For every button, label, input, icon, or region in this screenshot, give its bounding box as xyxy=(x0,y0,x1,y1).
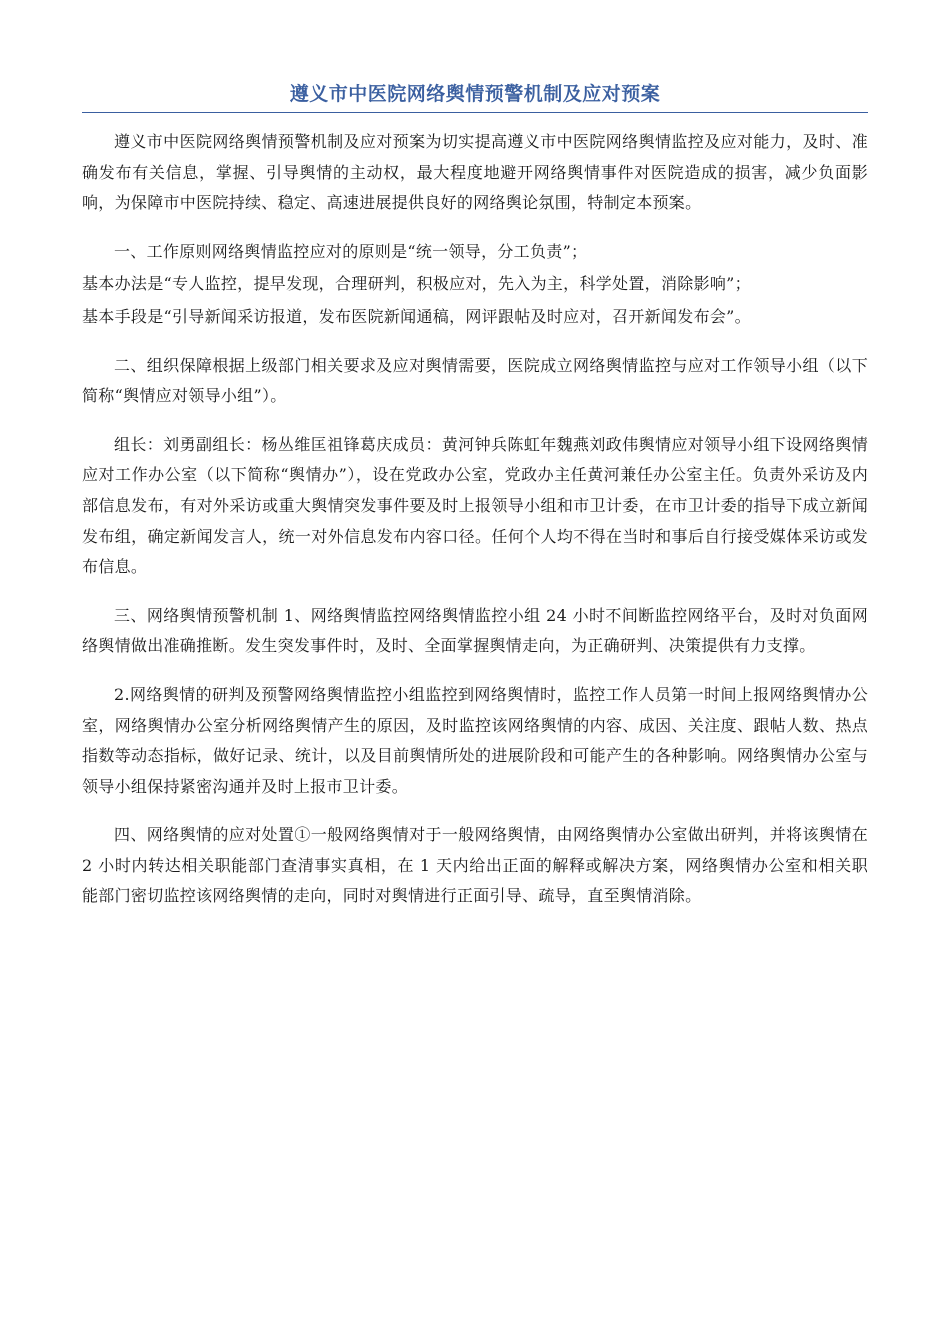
section-4-response: 四、网络舆情的应对处置①一般网络舆情对于一般网络舆情，由网络舆情办公室做出研判，并将该舆情在 2 小时内转达相关职能部门查清事实真相，在 1 天内给出正面的解释或解决方案，网络舆情办公室和相关职能部门密切监控该网络舆情的走向，同时对舆情进行正面引导、疏导，直至舆情消除。 xyxy=(82,825,868,906)
document-title: 遵义市中医院网络舆情预警机制及应对预案 xyxy=(289,83,661,105)
section-3-analysis: 2.网络舆情的研判及预警网络舆情监控小组监控到网络舆情时，监控工作人员第一时间上报网络舆情办公室，网络舆情办公室分析网络舆情产生的原因，及时监控该网络舆情的内容、成因、关注度、跟帖人数、热点指数等动态指标，做好记录、统计，以及目前舆情所处的进展阶段和可能产生的各种影响。网络舆情办公室与领导小组保持紧密沟通并及时上报市卫计委。 xyxy=(82,684,868,796)
section-1-means: 基本手段是“引导新闻采访报道，发布医院新闻通稿，网评跟帖及时应对，召开新闻发布会”。 xyxy=(82,306,751,326)
title-underline xyxy=(82,112,868,113)
section-2-members: 组长：刘勇副组长：杨丛维匡祖锋葛庆成员：黄河钟兵陈虹年魏燕刘政伟舆情应对领导小组下设网络舆情应对工作办公室（以下简称“舆情办”），设在党政办公室，党政办主任黄河兼任办公室主任。负责外采访及内部信息发布，有对外采访或重大舆情突发事件要及时上报领导小组和市卫计委，在市卫计委的指导下成立新闻发布组，确定新闻发言人，统一对外信息发布内容口径。任何个人均不得在当时和事后自行接受媒体采访或发布信息。 xyxy=(82,434,868,577)
section-2-organization: 二、组织保障根据上级部门相关要求及应对舆情需要，医院成立网络舆情监控与应对工作领导小组（以下简称“舆情应对领导小组”）。 xyxy=(82,355,868,406)
section-3-monitoring: 三、网络舆情预警机制 1、网络舆情监控网络舆情监控小组 24 小时不间断监控网络平台，及时对负面网络舆情做出准确推断。发生突发事件时，及时、全面掌握舆情走向，为正确研判、决策提供有力支撑。 xyxy=(82,605,868,656)
intro-paragraph: 遵义市中医院网络舆情预警机制及应对预案为切实提高遵义市中医院网络舆情监控及应对能力，及时、准确发布有关信息，掌握、引导舆情的主动权，最大程度地避开网络舆情事件对医院造成的损害，减少负面影响，为保障市中医院持续、稳定、高速进展提供良好的网络舆论氛围，特制定本预案。 xyxy=(82,132,868,213)
section-1-methods: 基本办法是“专人监控，提早发现，合理研判，积极应对，先入为主，科学处置，消除影响”； xyxy=(82,274,751,294)
document-page xyxy=(82,78,868,930)
section-1-principle: 一、工作原则网络舆情监控应对的原则是“统一领导，分工负责”； xyxy=(114,241,588,261)
